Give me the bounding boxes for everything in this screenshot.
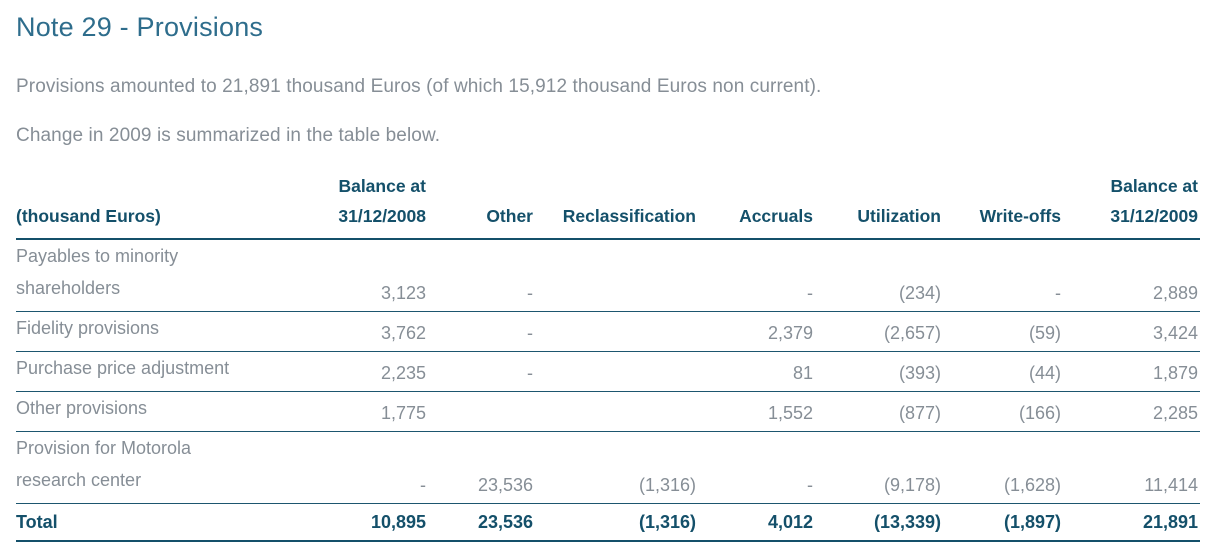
total-label: Total — [16, 504, 311, 541]
cell-value: (393) — [815, 352, 943, 392]
cell-value: (234) — [815, 239, 943, 312]
cell-value: - — [311, 432, 428, 504]
cell-value: - — [943, 239, 1063, 312]
cell-value: 2,235 — [311, 352, 428, 392]
row-label: Other provisions — [16, 392, 311, 432]
cell-value: - — [428, 352, 535, 392]
row-label: Fidelity provisions — [16, 312, 311, 352]
total-value: (1,897) — [943, 504, 1063, 541]
row-label: Purchase price adjustment — [16, 352, 311, 392]
col-header-utilization: Utilization — [815, 171, 943, 239]
cell-value: (2,657) — [815, 312, 943, 352]
cell-value: 2,285 — [1063, 392, 1200, 432]
cell-value: 1,775 — [311, 392, 428, 432]
cell-value: 1,552 — [698, 392, 815, 432]
table-row — [16, 312, 1200, 352]
table-row — [16, 239, 1200, 312]
cell-value: 2,379 — [698, 312, 815, 352]
table-total-row — [16, 504, 1200, 541]
note-title: Note 29 - Provisions — [16, 12, 264, 42]
cell-value — [428, 392, 535, 432]
cell-value: (9,178) — [815, 432, 943, 504]
cell-value: (44) — [943, 352, 1063, 392]
table-row — [16, 432, 1200, 504]
col-header-accruals: Accruals — [698, 171, 815, 239]
row-label: Provision for Motorola research center — [16, 432, 311, 504]
cell-value — [535, 239, 698, 312]
intro-paragraph: Provisions amounted to 21,891 thousand Euros (of which 15,912 thousand Euros non current). — [16, 76, 822, 97]
col-header-balance-2008: Balance at 31/12/2008 — [311, 171, 428, 239]
cell-value: 81 — [698, 352, 815, 392]
table-row — [16, 392, 1200, 432]
cell-value: (877) — [815, 392, 943, 432]
total-value: 10,895 — [311, 504, 428, 541]
cell-value: (166) — [943, 392, 1063, 432]
cell-value: 3,123 — [311, 239, 428, 312]
table-row — [16, 352, 1200, 392]
col-header-balance-2009: Balance at 31/12/2009 — [1063, 171, 1200, 239]
cell-value: - — [698, 239, 815, 312]
cell-value: 11,414 — [1063, 432, 1200, 504]
cell-value: 3,424 — [1063, 312, 1200, 352]
cell-value: (1,628) — [943, 432, 1063, 504]
unit-label-header: (thousand Euros) — [16, 171, 311, 239]
cell-value: 23,536 — [428, 432, 535, 504]
cell-value — [535, 352, 698, 392]
col-header-write-offs: Write-offs — [943, 171, 1063, 239]
provisions-table — [16, 171, 1200, 542]
total-value: 4,012 — [698, 504, 815, 541]
total-value: (13,339) — [815, 504, 943, 541]
col-header-other: Other — [428, 171, 535, 239]
cell-value: - — [428, 239, 535, 312]
table-header — [16, 171, 1200, 239]
cell-value — [535, 392, 698, 432]
summary-paragraph: Change in 2009 is summarized in the table below. — [16, 125, 441, 146]
total-value: (1,316) — [535, 504, 698, 541]
cell-value: 2,889 — [1063, 239, 1200, 312]
cell-value: 3,762 — [311, 312, 428, 352]
cell-value — [535, 312, 698, 352]
cell-value: 1,879 — [1063, 352, 1200, 392]
total-value: 21,891 — [1063, 504, 1200, 541]
cell-value: - — [428, 312, 535, 352]
row-label: Payables to minority shareholders — [16, 239, 311, 312]
total-value: 23,536 — [428, 504, 535, 541]
cell-value: - — [698, 432, 815, 504]
cell-value: (1,316) — [535, 432, 698, 504]
col-header-reclassification: Reclassification — [535, 171, 698, 239]
cell-value: (59) — [943, 312, 1063, 352]
